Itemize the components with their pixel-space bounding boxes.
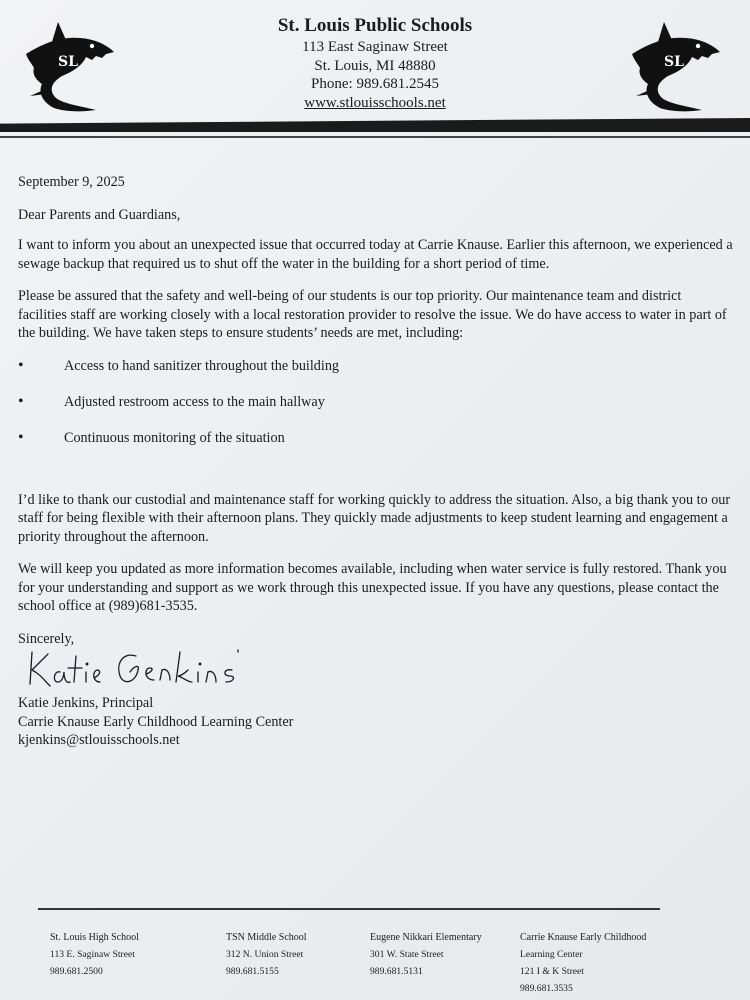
letterhead <box>0 14 750 112</box>
signer-school: Carrie Knause Early Childhood Learning Center <box>18 713 294 730</box>
footer-school-phone: 989.681.5155 <box>226 966 279 977</box>
footer-school-address: 301 W. State Street <box>370 949 444 960</box>
footer-school-name-line2: Learning Center <box>520 949 583 960</box>
letter-date: September 9, 2025 <box>18 174 125 190</box>
footer-school-address: 312 N. Union Street <box>226 949 304 960</box>
footer-school-middle <box>226 929 307 980</box>
address-line: 113 East Saginaw Street <box>302 39 448 55</box>
header-divider-thin <box>0 136 750 138</box>
phone-line: Phone: 989.681.2545 <box>311 76 439 92</box>
svg-text:SL: SL <box>664 54 684 70</box>
signer-name: Katie Jenkins, Principal <box>18 695 154 711</box>
handwritten-signature <box>18 648 733 694</box>
footer-school-name: Eugene Nikkari Elementary <box>370 932 482 943</box>
website-link[interactable]: www.stlouisschools.net <box>304 94 446 111</box>
bullet-item: • Adjusted restroom access to the main hallway <box>18 393 733 429</box>
footer-school-phone: 989.681.2500 <box>50 966 103 977</box>
svg-text:SL: SL <box>58 54 78 70</box>
bullet-item: • Continuous monitoring of the situation <box>18 429 733 465</box>
bullet-list <box>18 357 733 465</box>
footer-school-phone: 989.681.5131 <box>370 966 423 977</box>
footer-divider <box>38 908 660 910</box>
footer-school-address: 113 E. Saginaw Street <box>50 949 135 960</box>
footer-school-elementary <box>370 929 482 980</box>
header-divider-thick <box>0 118 750 132</box>
paragraph-3: I’d like to thank our custodial and maintenance staff for working quickly to address the situation. Also, a big thank you to our staff for being flexible with their afternoon plans. They quickly made adjustments to keep student learning and engagement a priority throughout the afternoon. <box>18 491 731 545</box>
footer-school-high <box>50 929 139 980</box>
footer-school-early-childhood <box>520 929 646 997</box>
footer-school-phone: 989.681.3535 <box>520 983 573 994</box>
salutation: Dear Parents and Guardians, <box>18 206 181 223</box>
school-name: St. Louis Public Schools <box>277 15 473 36</box>
footer-school-name-line1: Carrie Knause Early Childhood <box>520 932 647 943</box>
signer-email[interactable]: kjenkins@stlouisschools.net <box>18 732 180 748</box>
paragraph-4: We will keep you updated as more information becomes available, including when water service is fully restored. Thank you for your understanding and support as we work through this unexpected issue. If you have any questions, please contact the school office at (989)681-3535. <box>18 561 727 614</box>
letter-body <box>18 173 733 750</box>
paragraph-1: I want to inform you about an unexpected issue that occurred today at Carrie Knause. Earlier this afternoon, we experienced a sewage backup that required us to shut off the water in the building for a short period of time. <box>18 237 733 272</box>
city-line: St. Louis, MI 48880 <box>314 57 436 74</box>
footer-school-name: TSN Middle School <box>226 932 307 943</box>
footer-school-address: 121 I & K Street <box>520 966 584 977</box>
bullet-item: • Access to hand sanitizer throughout the building <box>18 357 733 393</box>
closing: Sincerely, <box>18 630 75 647</box>
footer-school-name: St. Louis High School <box>50 932 139 943</box>
paragraph-2: Please be assured that the safety and well-being of our students is our top priority. Our maintenance team and district facilities staff are working closely with a local restoration provider to resolve the issue. We do have access to water in part of the building. We have taken steps to ensure students’ needs are met, including: <box>18 288 727 341</box>
